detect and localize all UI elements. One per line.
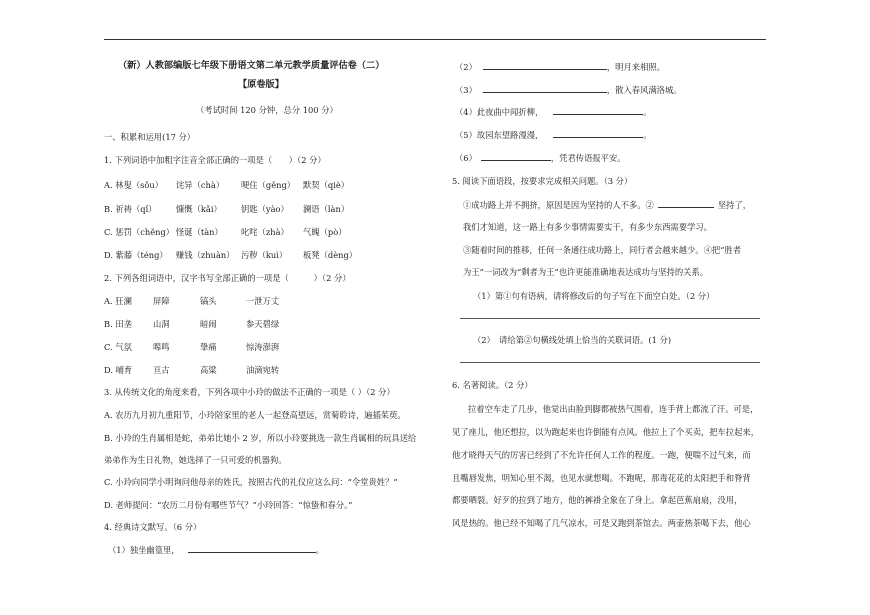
q3-stem: 3. 从传统文化的角度来看，下列各项中小玲的做法不正确的一项是（ ）（2 分）	[104, 387, 395, 397]
q5-para-line-4: 为王”一词改为“剩者为王”也许更能准确地表达成功与坚持的关系。	[463, 267, 709, 277]
q4-line-2	[455, 60, 665, 73]
section-heading: 一、积累和运用(17 分）	[104, 132, 196, 142]
q4-line-4-prefix: （4）此夜曲中闻折柳，	[455, 107, 544, 117]
q4-line-6-suffix: ，凭君传语报平安。	[550, 153, 626, 163]
q1-stem: 1. 下列词语中加粗字注音全部正确的一项是（ ）（2 分）	[104, 155, 326, 165]
q5-para-line-3: ③随着时间的推移，任何一条通往成功路上，同行者会越来越少。④把“胜者	[463, 245, 742, 255]
q1-option-d-2: 赚钱（zhuàn）	[176, 250, 235, 260]
q1-option-b-3: 钥匙（yào）	[241, 204, 289, 214]
q4-line-3-prefix: （3）	[455, 85, 477, 95]
q1-option-d-4: 板凳（dèng）	[303, 250, 358, 260]
q4-line-1-prefix: （1）独坐幽篁里，	[108, 545, 180, 555]
q2-option-b-3: 暗闹	[200, 319, 217, 329]
q1-option-d: D. 紫藤（téng）	[104, 250, 168, 260]
q3-option-b: B. 小玲的生肖属相是蛇，弟弟比她小 2 岁，所以小玲要挑选一款生肖属相的玩具送给	[104, 433, 417, 443]
answer-blank[interactable]	[553, 105, 643, 115]
q4-line-2-suffix: ，明月来相照。	[606, 62, 665, 72]
q2-option-a-4: 一泄万丈	[246, 296, 280, 306]
q5-para-text: ①成功路上并不拥挤，原因是因为坚持的人不多。②	[463, 200, 654, 210]
q4-line-6-prefix: （6）	[455, 153, 477, 163]
q6-passage-line: 且嘴唇发焦，明知心里不渴，也见水就想喝。不跑呢，那毒花花的太阳把手和脊背	[452, 473, 751, 483]
q2-option-a: A. 狂澜	[104, 296, 132, 306]
q5-para-tail: 坚持了，	[717, 200, 752, 210]
answer-line[interactable]	[460, 362, 760, 363]
q4-line-4-suffix: 。	[643, 107, 652, 117]
q2-option-d: D. 哺育	[104, 365, 133, 375]
q6-passage-line: 都要晒裂。好歹的拉到了地方，他的裤褂全象在了身上。拿起芭蕉扇扇，没用，	[452, 495, 743, 505]
q3-option-c: C. 小玲向同学小明询问他母亲的姓氏，按照古代的礼仪应这么问：“令堂贵姓？”	[104, 477, 398, 487]
q2-option-c: C. 气氛	[104, 342, 132, 352]
q3-option-d: D. 老师提问：“农历二月份有哪些节气？”小玲回答：“惊蛰和春分。”	[104, 500, 353, 510]
answer-blank[interactable]	[188, 543, 316, 553]
q6-passage-line: 见了座儿，他还想拉，以为跑起来也许倒能有点风。他拉上了个买卖，把车拉起来，	[452, 427, 759, 437]
q4-line-3-suffix: ，散入春风满洛城。	[606, 85, 682, 95]
q5-sub-1: （1）第①句有语病，请将修改后的句子写在下面空白处。（2 分）	[473, 291, 715, 301]
q2-option-d-3: 高粱	[200, 365, 217, 375]
q4-line-2-prefix: （2）	[455, 62, 477, 72]
q4-line-6	[455, 151, 626, 164]
q1-option-d-3: 污秽（kuì）	[241, 250, 288, 260]
q2-stem: 2. 下列各组词语中，汉字书写全部正确的一项是（ ）（2 分）	[104, 273, 351, 283]
q1-option-c-2: 怪诞（tàn）	[176, 227, 223, 237]
q5-para-line-2: 我们才知道，这一路上有多少事情需要实干，有多少东西需要学习。	[463, 222, 712, 232]
q3-option-a: A. 农历九月初九重阳节，小玲陪家里的老人一起登高望远，赏菊聆诗，遍插茱萸。	[104, 410, 406, 420]
q1-option-a-4: 默契（qiè）	[303, 180, 350, 190]
exam-info: （考试时间 120 分钟，总分 100 分）	[196, 105, 338, 115]
q1-option-c: C. 惩罚（chěng）	[104, 227, 175, 237]
q1-option-b: B. 祈祷（qǐ）	[104, 204, 157, 214]
q2-option-c-4: 惊涛澎湃	[246, 342, 280, 352]
answer-blank[interactable]	[658, 198, 714, 208]
q4-line-5-prefix: （5）故园东望路漫漫，	[455, 130, 544, 140]
top-rule	[104, 39, 766, 40]
q1-option-b-4: 澜语（làn）	[303, 204, 350, 214]
q6-passage-line: 他才晓得天气的厉害已经到了不允许任何人工作的程度。一跑，便喘不过气来，而	[452, 450, 751, 460]
q3-option-b-cont: 弟弟作为生日礼物，她选择了一只可爱的机器狗。	[104, 455, 287, 465]
page-title: （新）人教部编版七年级下册语文第二单元教学质量评估卷（二）	[118, 60, 385, 71]
answer-blank[interactable]	[553, 128, 643, 138]
q4-line-1	[108, 543, 324, 556]
q1-option-a-2: 诧异（chà）	[176, 180, 225, 190]
page-subtitle: 【原卷版】	[238, 79, 284, 90]
q2-option-d-2: 亘古	[153, 365, 170, 375]
answer-line[interactable]	[460, 318, 760, 319]
q6-stem: 6. 名著阅读。（2 分）	[452, 380, 533, 390]
q2-option-c-3: 挚痛	[200, 342, 217, 352]
q6-passage-line: 拉着空车走了几步，他觉出由脸到脚都被热气围着，连手背上都流了汗。可是，	[468, 404, 759, 414]
q2-option-a-3: 镐头	[200, 296, 217, 306]
q2-option-a-2: 屏障	[153, 296, 170, 306]
q1-option-c-4: 气魄（pò）	[303, 227, 347, 237]
q5-stem: 5. 阅读下面语段，按要求完成相关问题。（3 分）	[452, 176, 633, 186]
q1-option-a: A. 林叟（sǒu）	[104, 180, 164, 190]
q2-option-b-4: 参天碧绿	[246, 319, 280, 329]
q5-sub-2: （2） 请给第②句横线处填上恰当的关联词语。(1 分)	[473, 335, 672, 345]
q4-line-4	[455, 105, 652, 118]
q4-line-5	[455, 128, 652, 141]
answer-blank[interactable]	[483, 83, 607, 93]
q1-option-a-3: 哽住（gěng）	[241, 180, 296, 190]
answer-blank[interactable]	[481, 151, 551, 161]
q2-option-c-2: 嗥鸣	[153, 342, 170, 352]
q5-para-line-1	[463, 198, 751, 211]
q2-option-b-2: 山洞	[153, 319, 170, 329]
q4-line-3	[455, 83, 682, 96]
q2-option-b: B. 田垄	[104, 319, 132, 329]
q4-stem: 4. 经典诗文默写。（6 分）	[104, 522, 202, 532]
q1-option-b-2: 慷慨（kǎi）	[176, 204, 222, 214]
q4-line-5-suffix: 。	[643, 130, 652, 140]
q6-passage-line: 风是热的。他已经不知喝了几气凉水，可是又跑到茶馆去。两壶热茶喝下去，他心	[452, 518, 751, 528]
q1-option-c-3: 叱咤（zhà）	[241, 227, 289, 237]
q2-option-d-4: 油滴宛转	[246, 365, 280, 375]
answer-blank[interactable]	[483, 60, 607, 70]
q4-line-1-suffix: 。	[315, 545, 324, 555]
